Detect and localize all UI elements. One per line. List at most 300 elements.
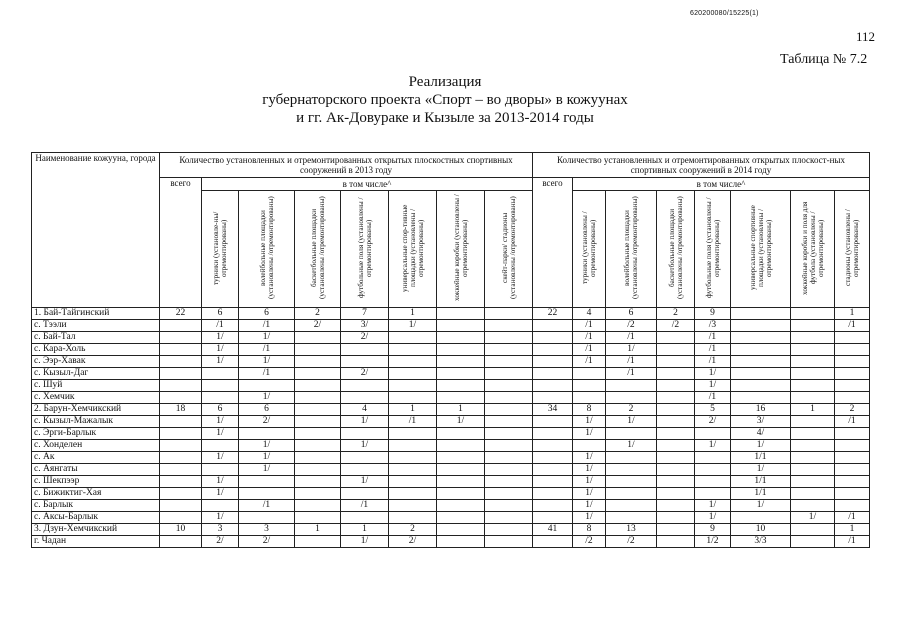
table-cell — [160, 536, 202, 548]
table-cell: 1 — [437, 404, 485, 416]
table-cell: 1/ — [606, 440, 657, 452]
table-cell — [389, 452, 437, 464]
row-name: с. Аксы-Барлык — [32, 512, 160, 524]
table-cell — [389, 428, 437, 440]
table-cell — [533, 332, 573, 344]
table-cell — [606, 380, 657, 392]
sub_2013-subheader-2 — [295, 191, 341, 308]
table-cell — [791, 476, 835, 488]
sub_2014-subheader-2 — [657, 191, 695, 308]
table-cell: 2/ — [341, 332, 389, 344]
table-cell: 1/ — [202, 344, 239, 356]
row-name: с. Кызыл-Даг — [32, 368, 160, 380]
table-cell — [606, 392, 657, 404]
table-cell — [835, 500, 870, 512]
title-line-2: губернаторского проекта «Спорт – во дворы» в кожуунах — [262, 92, 628, 108]
table-cell — [437, 308, 485, 320]
table-cell: 2/ — [341, 368, 389, 380]
table-cell: 1 — [295, 524, 341, 536]
table-row — [32, 476, 870, 488]
table-cell — [533, 320, 573, 332]
table-cell — [533, 512, 573, 524]
table-cell — [485, 476, 533, 488]
table-cell — [695, 428, 731, 440]
table-cell: 1/ — [695, 440, 731, 452]
table-row — [32, 488, 870, 500]
table-cell — [160, 452, 202, 464]
table-cell — [437, 488, 485, 500]
table-cell — [485, 488, 533, 500]
table-cell: 2 — [389, 524, 437, 536]
table-cell — [437, 344, 485, 356]
sub_2014-subheader-label: хоккейные коробки и поля для футбола (установлены /отремонтированы) — [800, 201, 825, 295]
table-cell — [295, 536, 341, 548]
incl-header-2014: в том числе^ — [573, 178, 870, 191]
table-cell — [731, 308, 791, 320]
sub_2013-subheader-label: хоккейные коробки (установлены /отремонтированы) — [452, 194, 469, 302]
table-cell — [657, 368, 695, 380]
table-cell: 1/ — [695, 368, 731, 380]
table-cell — [437, 428, 485, 440]
table-cell — [160, 464, 202, 476]
table-cell: /1 — [606, 356, 657, 368]
table-cell: 3 — [202, 524, 239, 536]
table-cell — [657, 464, 695, 476]
table-cell: /1 — [835, 416, 870, 428]
table-cell — [835, 488, 870, 500]
table-cell: 1/ — [606, 344, 657, 356]
table-cell — [657, 332, 695, 344]
table-cell — [835, 368, 870, 380]
sub_2013-subheader-0 — [202, 191, 239, 308]
table-cell — [731, 368, 791, 380]
table-cell — [239, 380, 295, 392]
table-cell — [731, 332, 791, 344]
table-cell — [485, 416, 533, 428]
table-cell — [731, 356, 791, 368]
table-cell: /1 — [695, 344, 731, 356]
row-name: с. Шуй — [32, 380, 160, 392]
table-cell: 4 — [341, 404, 389, 416]
sub_2013-subheader-label: волейбольные площадки (установлены /отремонтированы) — [258, 196, 275, 300]
table-cell — [341, 392, 389, 404]
table-cell — [657, 404, 695, 416]
table-cell — [791, 416, 835, 428]
table-cell — [341, 452, 389, 464]
table-cell — [791, 452, 835, 464]
table-cell: /1 — [573, 344, 606, 356]
table-cell: 6 — [239, 404, 295, 416]
table-cell — [437, 320, 485, 332]
row-name: г. Чадан — [32, 536, 160, 548]
table-cell — [657, 428, 695, 440]
table-cell — [485, 404, 533, 416]
sub_2013-subheader-5 — [437, 191, 485, 308]
table-cell — [835, 452, 870, 464]
table-cell — [606, 464, 657, 476]
row-name: с. Барлык — [32, 500, 160, 512]
table-cell — [835, 464, 870, 476]
table-cell — [791, 428, 835, 440]
table-cell — [295, 500, 341, 512]
table-cell: 1/ — [437, 416, 485, 428]
table-cell — [341, 512, 389, 524]
table-cell — [791, 308, 835, 320]
table-cell — [533, 392, 573, 404]
table-cell — [695, 452, 731, 464]
table-cell — [437, 368, 485, 380]
table-cell — [835, 440, 870, 452]
table-cell — [657, 440, 695, 452]
table-cell — [657, 356, 695, 368]
table-cell — [791, 356, 835, 368]
table-cell — [160, 428, 202, 440]
table-cell — [341, 488, 389, 500]
table-cell: 4/ — [731, 428, 791, 440]
sub_2014-subheader-label: стадионы (установлены /отремонтированы) — [844, 209, 860, 287]
table-cell: 13 — [606, 524, 657, 536]
table-row — [32, 392, 870, 404]
table-cell: 1/ — [239, 464, 295, 476]
table-cell: /1 — [573, 332, 606, 344]
table-row — [32, 416, 870, 428]
table-cell — [202, 368, 239, 380]
table-row — [32, 464, 870, 476]
table-row — [32, 332, 870, 344]
table-cell — [695, 464, 731, 476]
table-cell: 34 — [533, 404, 573, 416]
table-cell: 1/ — [695, 500, 731, 512]
table-cell: 1/ — [239, 440, 295, 452]
table-cell — [437, 452, 485, 464]
sub_2013-subheader-label: скейт-парки/ стадионы (установлены /отремонтированы) — [500, 196, 517, 300]
table-cell: /1 — [695, 392, 731, 404]
table-cell — [485, 452, 533, 464]
table-cell — [295, 368, 341, 380]
table-cell — [695, 488, 731, 500]
table-cell — [791, 536, 835, 548]
table-cell — [533, 500, 573, 512]
table-row — [32, 452, 870, 464]
table-cell: 1/ — [341, 536, 389, 548]
table-cell: 1/ — [573, 500, 606, 512]
table-row — [32, 368, 870, 380]
table-cell: 3/ — [731, 416, 791, 428]
table-cell: 1/ — [731, 464, 791, 476]
table-cell: 2 — [295, 308, 341, 320]
table-cell — [389, 500, 437, 512]
table-cell — [160, 356, 202, 368]
table-cell: 1/ — [573, 476, 606, 488]
table-cell: /1 — [573, 356, 606, 368]
row-name: с. Эрги-Барлык — [32, 428, 160, 440]
table-row — [32, 320, 870, 332]
table-cell — [437, 464, 485, 476]
table-row — [32, 380, 870, 392]
table-cell — [202, 464, 239, 476]
table-cell — [533, 368, 573, 380]
row-name: 2. Барун-Хемчикский — [32, 404, 160, 416]
table-cell — [485, 320, 533, 332]
table-cell — [791, 320, 835, 332]
table-cell — [295, 464, 341, 476]
sub_2014-subheader-label: волейбольные площадки (установлены /отремонтированы) — [623, 196, 639, 300]
row-name: с. Шекпээр — [32, 476, 160, 488]
table-cell: 3/ — [341, 320, 389, 332]
table-cell: /1 — [389, 416, 437, 428]
table-cell — [239, 488, 295, 500]
table-cell — [295, 392, 341, 404]
table-cell: 1/ — [731, 500, 791, 512]
row-name: с. Ээр-Хавак — [32, 356, 160, 368]
table-cell: /1 — [239, 344, 295, 356]
table-cell: 1/1 — [731, 488, 791, 500]
table-cell — [791, 440, 835, 452]
table-cell — [606, 500, 657, 512]
sub_2013-subheader-label: футбольные поля (установлены /отремонтированы) — [356, 197, 373, 299]
sub_2014-subheader-0 — [573, 191, 606, 308]
sub_2013-subheader-label: турники (установле-ны/отремонтированы) — [212, 211, 228, 285]
table-cell — [295, 440, 341, 452]
table-cell: 1/ — [573, 464, 606, 476]
table-cell — [160, 320, 202, 332]
sub_2014-subheader-4 — [731, 191, 791, 308]
table-cell — [533, 356, 573, 368]
table-cell — [657, 392, 695, 404]
table-row — [32, 512, 870, 524]
table-cell — [389, 464, 437, 476]
table-cell — [791, 332, 835, 344]
table-cell: 2 — [835, 404, 870, 416]
table-cell: /2 — [573, 536, 606, 548]
table-cell: 1/ — [731, 440, 791, 452]
sub_2014-subheader-label: футбольные поля (установлены /отремонтированы) — [704, 197, 721, 299]
table-cell — [657, 344, 695, 356]
table-cell — [606, 512, 657, 524]
sub_2013-subheader-label: баскетбольные площадки (установлены /отремонтированы) — [309, 196, 326, 300]
table-cell — [791, 368, 835, 380]
row-name: с. Хемчик — [32, 392, 160, 404]
table-cell: 1/ — [791, 512, 835, 524]
table-cell — [485, 356, 533, 368]
table-cell: 1/ — [239, 356, 295, 368]
table-cell: 1/ — [239, 452, 295, 464]
table-cell: 1/1 — [731, 476, 791, 488]
table-cell — [657, 488, 695, 500]
table-cell: /3 — [695, 320, 731, 332]
table-cell — [389, 380, 437, 392]
table-cell — [437, 512, 485, 524]
table-cell: 1/ — [341, 440, 389, 452]
table-cell: 1/ — [202, 416, 239, 428]
table-cell — [731, 344, 791, 356]
table-cell: 6 — [202, 404, 239, 416]
table-cell — [485, 392, 533, 404]
table-cell — [533, 536, 573, 548]
table-cell — [295, 380, 341, 392]
table-row — [32, 404, 870, 416]
table-cell — [202, 440, 239, 452]
table-cell — [389, 488, 437, 500]
table-cell: 10 — [731, 524, 791, 536]
table-cell: 1/ — [573, 512, 606, 524]
table-cell — [389, 476, 437, 488]
table-cell: 1/ — [341, 416, 389, 428]
table-cell — [341, 356, 389, 368]
table-cell — [533, 452, 573, 464]
sub_2014-subheader-label: турники (установлены /отремонтированы) — [581, 211, 597, 285]
table-cell: 4 — [573, 308, 606, 320]
table-cell — [295, 512, 341, 524]
table-cell — [295, 404, 341, 416]
table-cell — [835, 356, 870, 368]
table-cell — [160, 488, 202, 500]
table-cell: 2/ — [389, 536, 437, 548]
row-name: с. Кызыл-Мажалык — [32, 416, 160, 428]
sports-facilities-table — [31, 152, 870, 548]
table-cell — [341, 428, 389, 440]
table-cell: 2 — [657, 308, 695, 320]
table-cell — [485, 428, 533, 440]
table-cell: 1/ — [239, 392, 295, 404]
table-cell — [791, 344, 835, 356]
table-cell — [485, 536, 533, 548]
table-cell — [835, 428, 870, 440]
table-cell — [485, 380, 533, 392]
table-cell: 1/ — [202, 356, 239, 368]
row-name: с. Ак — [32, 452, 160, 464]
table-cell — [791, 488, 835, 500]
table-cell — [295, 428, 341, 440]
table-cell — [657, 380, 695, 392]
table-cell — [389, 344, 437, 356]
table-cell — [202, 380, 239, 392]
table-cell — [202, 500, 239, 512]
table-cell: 1 — [791, 404, 835, 416]
table-cell — [160, 476, 202, 488]
table-row — [32, 428, 870, 440]
table-cell — [389, 392, 437, 404]
sub_2014-subheader-1 — [606, 191, 657, 308]
table-cell — [835, 380, 870, 392]
group-header-2013: Количество установленных и отремонтированных открытых плоскостных спортивных сооружений в 2013 году — [160, 153, 533, 178]
table-row — [32, 308, 870, 320]
row-name: 1. Бай-Тайгинский — [32, 308, 160, 320]
table-cell — [437, 536, 485, 548]
group-header-2014: Количество установленных и отремонтированных открытых плоскост-ных спортивных сооружений в 2014 году — [533, 153, 870, 178]
table-cell: /1 — [341, 500, 389, 512]
row-name: с. Аянгаты — [32, 464, 160, 476]
table-cell — [485, 512, 533, 524]
row-name: с. Хонделен — [32, 440, 160, 452]
sub_2014-subheader-5 — [791, 191, 835, 308]
sub_2013-subheader-4 — [389, 191, 437, 308]
table-cell — [657, 416, 695, 428]
table-cell: 6 — [606, 308, 657, 320]
table-cell: /1 — [835, 512, 870, 524]
table-cell: /1 — [202, 320, 239, 332]
row-name: с. Бижиктиг-Хая — [32, 488, 160, 500]
table-cell: 1 — [341, 524, 389, 536]
table-cell — [202, 392, 239, 404]
table-cell — [731, 512, 791, 524]
sub_2014-subheader-label: баскетбольные площадки (установлены /отремонтированы) — [667, 196, 684, 300]
table-cell: 1 — [389, 308, 437, 320]
table-cell — [791, 392, 835, 404]
table-row — [32, 536, 870, 548]
table-row — [32, 344, 870, 356]
table-cell: 1/ — [202, 452, 239, 464]
table-cell: /2 — [657, 320, 695, 332]
table-cell: 1/ — [202, 332, 239, 344]
table-cell: 1/ — [389, 320, 437, 332]
table-cell — [295, 488, 341, 500]
table-cell — [731, 392, 791, 404]
table-cell: 1/ — [573, 428, 606, 440]
table-cell: 1/ — [573, 416, 606, 428]
table-cell: 6 — [239, 308, 295, 320]
table-cell — [533, 416, 573, 428]
table-cell — [657, 536, 695, 548]
table-cell — [835, 476, 870, 488]
table-cell: 1/ — [606, 416, 657, 428]
table-cell — [160, 344, 202, 356]
table-cell: /1 — [835, 320, 870, 332]
table-cell — [533, 344, 573, 356]
table-cell — [485, 500, 533, 512]
table-cell: 1/ — [202, 476, 239, 488]
table-cell — [835, 344, 870, 356]
title-line-3: и гг. Ак-Довураке и Кызыле за 2013-2014 годы — [296, 110, 594, 126]
table-cell — [485, 524, 533, 536]
table-cell — [239, 476, 295, 488]
table-cell — [485, 464, 533, 476]
table-cell: 9 — [695, 308, 731, 320]
table-cell — [295, 476, 341, 488]
table-cell: 1/2 — [695, 536, 731, 548]
table-cell — [657, 524, 695, 536]
table-cell: /1 — [695, 356, 731, 368]
table-cell — [437, 380, 485, 392]
table-cell: /2 — [606, 320, 657, 332]
table-cell: 3 — [239, 524, 295, 536]
table-cell — [295, 452, 341, 464]
table-cell — [160, 416, 202, 428]
table-cell: 1/ — [695, 380, 731, 392]
table-cell — [533, 380, 573, 392]
table-cell — [533, 476, 573, 488]
page-number: 112 — [856, 29, 876, 44]
table-cell — [791, 500, 835, 512]
table-cell — [437, 440, 485, 452]
table-cell — [341, 344, 389, 356]
table-cell — [731, 320, 791, 332]
table-cell: 18 — [160, 404, 202, 416]
table-cell — [239, 512, 295, 524]
table-cell — [295, 416, 341, 428]
table-cell — [695, 476, 731, 488]
row-name: 3. Дзун-Хемчикский — [32, 524, 160, 536]
table-cell: /1 — [239, 320, 295, 332]
table-cell — [573, 392, 606, 404]
table-cell: 9 — [695, 524, 731, 536]
table-number: Таблица № 7.2 — [780, 52, 868, 67]
table-cell — [437, 524, 485, 536]
table-row — [32, 524, 870, 536]
table-cell — [485, 368, 533, 380]
table-cell — [533, 464, 573, 476]
table-cell — [389, 332, 437, 344]
